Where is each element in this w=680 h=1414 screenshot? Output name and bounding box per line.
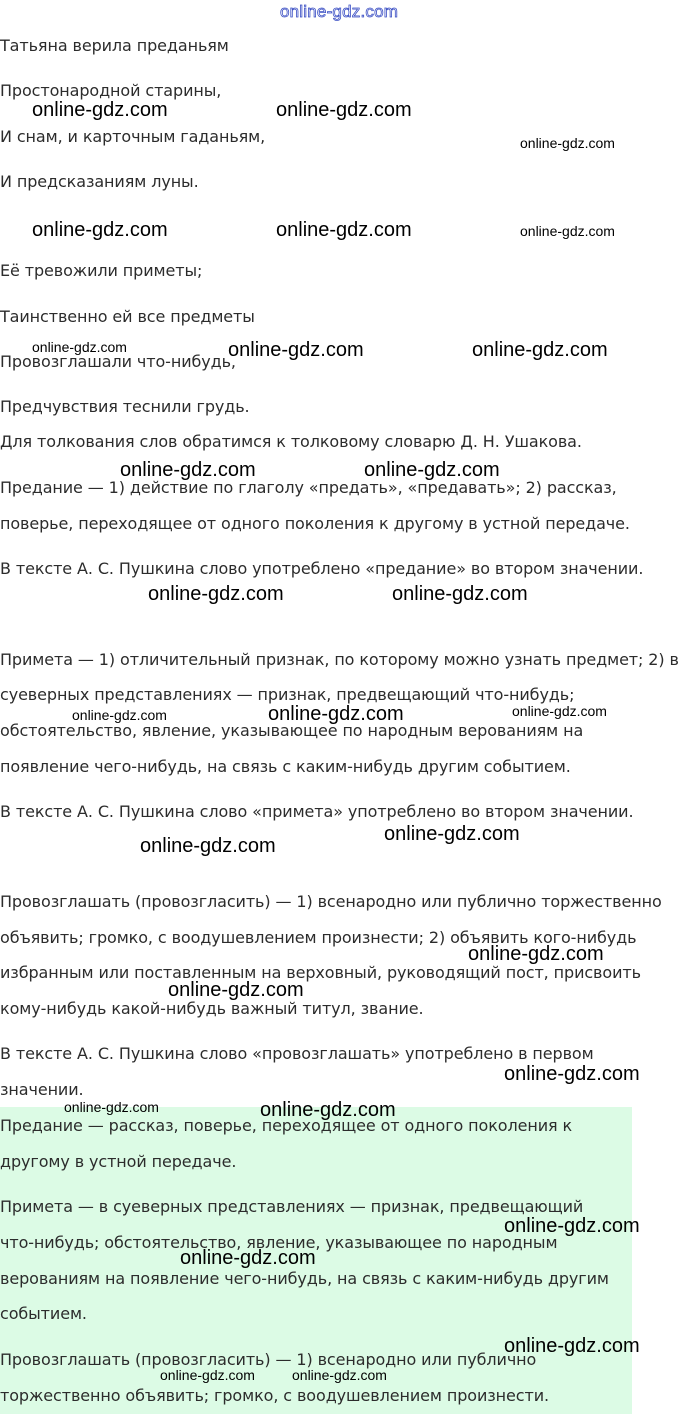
watermark: online-gdz.com: [260, 1099, 396, 1121]
watermark: online-gdz.com: [520, 135, 615, 151]
poem-line: Татьяна верила преданьям: [0, 36, 229, 55]
header-watermark: online-gdz.com: [280, 2, 399, 21]
usage-note: значении.: [0, 1080, 84, 1099]
definition-line: суеверных представлениях — признак, предвещающий что-нибудь;: [0, 685, 575, 704]
usage-note: В тексте А. С. Пушкина слово «провозглашать» употреблено в первом: [0, 1044, 594, 1063]
answer-line: событием.: [0, 1304, 87, 1323]
poem-line: Провозглашали что-нибудь,: [0, 352, 236, 371]
watermark: online-gdz.com: [160, 1367, 255, 1383]
watermark: online-gdz.com: [364, 459, 500, 481]
watermark: online-gdz.com: [276, 99, 412, 121]
answer-line: что-нибудь; обстоятельство, явление, указывающее по народным: [0, 1233, 558, 1252]
watermark: online-gdz.com: [276, 219, 412, 241]
poem-line: И снам, и карточным гаданьям,: [0, 127, 266, 146]
watermark: online-gdz.com: [32, 99, 168, 121]
watermark: online-gdz.com: [72, 707, 167, 723]
poem-line: И предсказаниям луны.: [0, 172, 199, 191]
poem-line: Её тревожили приметы;: [0, 261, 203, 280]
watermark: online-gdz.com: [504, 1063, 640, 1085]
definition-line: поверье, переходящее от одного поколения к другому в устной передаче.: [0, 514, 630, 533]
watermark: online-gdz.com: [32, 339, 127, 355]
definition-line: появление чего-нибудь, на связь с каким-нибудь другим событием.: [0, 757, 571, 776]
watermark: online-gdz.com: [268, 703, 404, 725]
watermark: online-gdz.com: [120, 459, 256, 481]
watermark: online-gdz.com: [292, 1367, 387, 1383]
watermark: online-gdz.com: [140, 835, 276, 857]
watermark: online-gdz.com: [472, 339, 608, 361]
definition-line: Провозглашать (провозгласить) — 1) всенародно или публично торжественно: [0, 892, 662, 911]
answer-line: торжественно объявить; громко, с воодушевлением произнести.: [0, 1386, 549, 1405]
answer-line: Примета — в суеверных представлениях — признак, предвещающий: [0, 1197, 584, 1216]
definition-line: избранным или поставленным на верховный, руководящий пост, присвоить: [0, 963, 641, 982]
watermark: online-gdz.com: [512, 703, 607, 719]
answer-line: другому в устной передаче.: [0, 1152, 237, 1171]
watermark: online-gdz.com: [64, 1099, 159, 1115]
watermark: online-gdz.com: [228, 339, 364, 361]
watermark: online-gdz.com: [32, 219, 168, 241]
usage-note: В тексте А. С. Пушкина слово употреблено «предание» во втором значении.: [0, 559, 644, 578]
watermark: online-gdz.com: [504, 1335, 640, 1357]
poem-line: Простонародной старины,: [0, 81, 222, 100]
poem-line: Предчувствия теснили грудь.: [0, 397, 250, 416]
definition-line: обстоятельство, явление, указывающее по народным верованиям на: [0, 721, 584, 740]
answer-line: верованиям на появление чего-нибудь, на связь с каким-нибудь другим: [0, 1269, 609, 1288]
answer-line: Предание — рассказ, поверье, переходящее от одного поколения к: [0, 1116, 573, 1135]
watermark: online-gdz.com: [520, 223, 615, 239]
usage-note: В тексте А. С. Пушкина слово «примета» употреблено во втором значении.: [0, 802, 634, 821]
poem-line: Таинственно ей все предметы: [0, 307, 255, 326]
dictionary-intro: Для толкования слов обратимся к толковому словарю Д. Н. Ушакова.: [0, 432, 582, 451]
definition-line: кому-нибудь какой-нибудь важный титул, звание.: [0, 999, 424, 1018]
definition-line: объявить; громко, с воодушевлением произнести; 2) объявить кого-нибудь: [0, 928, 637, 947]
answer-line: Провозглашать (провозгласить) — 1) всенародно или публично: [0, 1350, 537, 1369]
definition-line: Предание — 1) действие по глаголу «предать», «предавать»; 2) рассказ,: [0, 478, 617, 497]
watermark: online-gdz.com: [384, 823, 520, 845]
watermark: online-gdz.com: [504, 1215, 640, 1237]
watermark: online-gdz.com: [148, 583, 284, 605]
watermark: online-gdz.com: [168, 979, 304, 1001]
definition-line: Примета — 1) отличительный признак, по которому можно узнать предмет; 2) в: [0, 650, 679, 669]
watermark: online-gdz.com: [180, 1247, 316, 1269]
watermark: online-gdz.com: [392, 583, 528, 605]
watermark: online-gdz.com: [468, 943, 604, 965]
